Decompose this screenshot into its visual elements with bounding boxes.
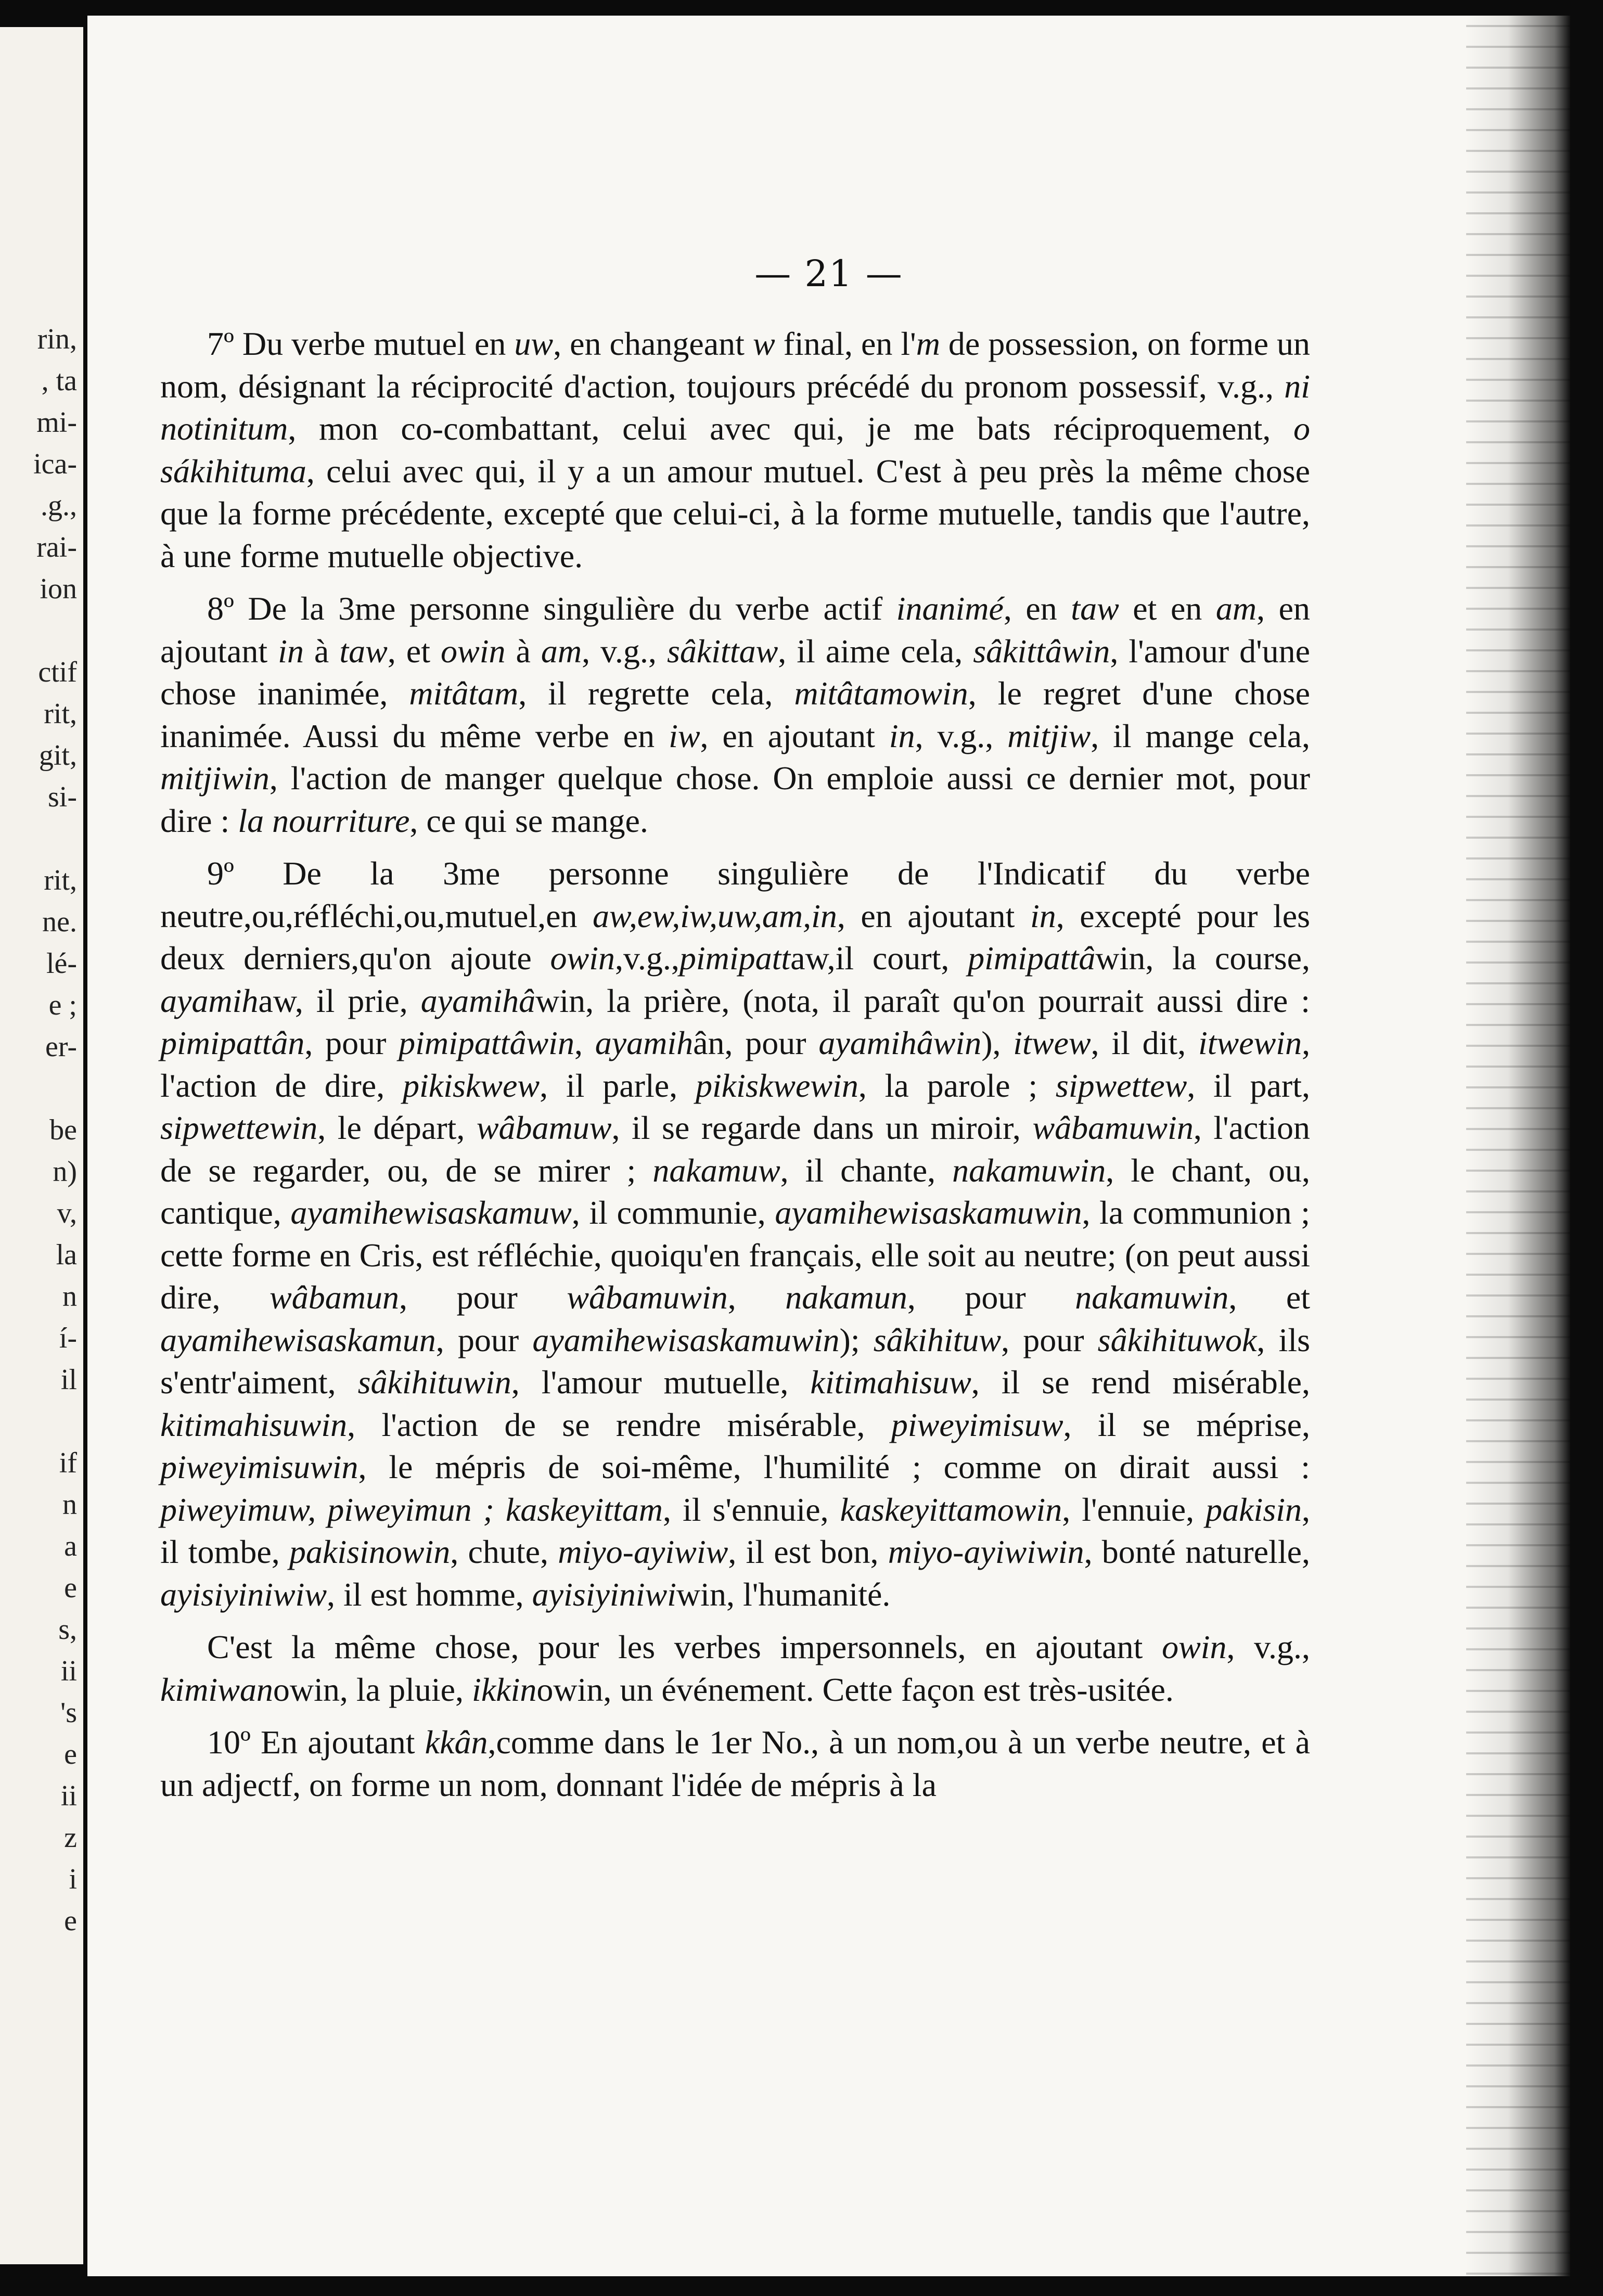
text-run: , le départ, xyxy=(317,1109,477,1146)
italic-term: uw xyxy=(514,325,554,362)
italic-term: o sákihituma xyxy=(160,410,1310,490)
italic-term: ayamih xyxy=(160,982,259,1019)
paragraph-8 xyxy=(160,587,1310,842)
italic-term: ayamihewisaskamuw xyxy=(290,1194,572,1231)
facing-page-line: rit, xyxy=(44,698,77,730)
text-run: owin, un événement. Cette façon est très-usitée. xyxy=(536,1671,1174,1708)
book-spine-shadow xyxy=(1466,16,1570,2276)
text-run: , ce qui se mange. xyxy=(409,802,648,839)
text-run: aw, il prie, xyxy=(258,982,421,1019)
italic-term: piweyimisuwin xyxy=(160,1448,358,1485)
text-run: , et xyxy=(387,632,441,670)
text-run: , l'ennuie, xyxy=(1062,1491,1206,1528)
text-run: , il aime cela, xyxy=(778,632,973,670)
italic-term: ayamihewisaskamun xyxy=(160,1321,436,1358)
text-run: , pour xyxy=(304,1024,399,1061)
text-run: à xyxy=(303,632,340,670)
text-run: , il communie, xyxy=(571,1194,775,1231)
italic-term: ikkin xyxy=(472,1671,537,1708)
facing-page-line: ii xyxy=(60,1780,77,1812)
italic-term: taw xyxy=(339,632,388,670)
italic-term: miyo-ayiwiwin xyxy=(888,1533,1084,1570)
facing-page-line: ne. xyxy=(42,906,77,938)
facing-page-line: il xyxy=(60,1364,77,1396)
text-run: ); xyxy=(839,1321,874,1358)
text-run: , ils s'entr'aiment, xyxy=(160,1321,1311,1401)
italic-term: in xyxy=(278,632,304,670)
text-run: , l'action de se regarder, ou, de se mirer ; xyxy=(160,1109,1311,1189)
paragraph-9 xyxy=(160,852,1310,1615)
italic-term: kitimahisuwin xyxy=(160,1406,348,1443)
italic-term: inanimé xyxy=(896,590,1004,627)
facing-page-line: i xyxy=(69,1863,77,1895)
italic-term: itwewin xyxy=(1198,1024,1302,1061)
text-run: , il s'ennuie, xyxy=(662,1491,840,1528)
text-run: , l'action de manger quelque chose. On emploie aussi ce dernier mot, pour dire : xyxy=(160,760,1310,839)
text-run: C'est la même chose, pour les verbes impersonnels, en ajoutant xyxy=(207,1628,1162,1665)
facing-page-line: v, xyxy=(57,1197,77,1229)
italic-term: in xyxy=(1030,897,1056,934)
italic-term: sâkihituwok xyxy=(1097,1321,1257,1358)
italic-term: ayamihâwin xyxy=(818,1024,982,1061)
text-run: win, l'humanité. xyxy=(676,1575,891,1613)
facing-page-fragment xyxy=(0,27,83,2264)
italic-term: pakisin xyxy=(1206,1491,1302,1528)
text-run: , il est homme, xyxy=(327,1575,532,1613)
italic-term: pimipatt xyxy=(679,940,791,977)
italic-term: la nourriture xyxy=(238,802,410,839)
text-run: owin, la pluie, xyxy=(273,1671,472,1708)
text-run: 10º En ajoutant xyxy=(207,1724,425,1761)
facing-page-line: a xyxy=(64,1530,77,1562)
text-run: , il se rend misérable, xyxy=(971,1364,1311,1401)
italic-term: iw xyxy=(669,717,700,754)
facing-page-line: e xyxy=(64,1572,77,1604)
facing-page-line: s, xyxy=(58,1613,77,1646)
italic-term: itwew xyxy=(1013,1024,1091,1061)
paragraph-10 xyxy=(160,1721,1310,1806)
book-page xyxy=(87,16,1570,2276)
text-run: , en ajoutant xyxy=(700,717,889,754)
text-run: , en ajoutant xyxy=(837,897,1030,934)
text-run: , l'action de se rendre misérable, xyxy=(347,1406,891,1443)
italic-term: ayisiyiniwiw xyxy=(160,1575,327,1613)
facing-page-line: ica- xyxy=(33,448,77,480)
italic-term: kitimahisuw xyxy=(810,1364,971,1401)
facing-page-line: 's xyxy=(60,1697,77,1729)
facing-page-line: la xyxy=(56,1239,77,1271)
text-run: , il part, xyxy=(1187,1067,1311,1104)
text-run: ), xyxy=(981,1024,1014,1061)
italic-term: pimipattân xyxy=(160,1024,305,1061)
text-run: , la communion ; cette forme en Cris, est réfléchie, quoiqu'en français, elle soit au neutre; (on peut aussi dire, xyxy=(160,1194,1311,1316)
italic-term: kaskeyittamowin xyxy=(840,1491,1062,1528)
facing-page-line: be xyxy=(49,1114,77,1146)
text-run: , excepté pour les deux derniers,qu'on ajoute xyxy=(160,897,1311,977)
facing-page-line: lé- xyxy=(46,947,77,980)
facing-page-line: e xyxy=(64,1905,77,1937)
italic-term: wâbamuwin xyxy=(1032,1109,1194,1146)
italic-term: ayisiyiniwi xyxy=(532,1575,676,1613)
text-run: , en ajoutant xyxy=(160,590,1311,670)
italic-term: pimipattâ xyxy=(968,940,1096,977)
italic-term: ni notinitum xyxy=(160,367,1310,447)
italic-term: nakamuwin xyxy=(1075,1279,1229,1316)
italic-term: mitjiw xyxy=(1007,717,1091,754)
italic-term: pimipattâwin xyxy=(399,1024,574,1061)
italic-term: nakamun xyxy=(785,1279,907,1316)
italic-term: mitjiwin xyxy=(160,760,270,797)
italic-term: taw xyxy=(1071,590,1119,627)
text-run: 8º De la 3me personne singulière du verbe actif xyxy=(207,590,896,627)
italic-term: kkân xyxy=(425,1724,488,1761)
italic-term: am xyxy=(1215,590,1257,627)
italic-term: mitâtamowin xyxy=(794,675,968,712)
text-run: , il mange cela, xyxy=(1091,717,1311,754)
italic-term: aw,ew,iw,uw,am,in xyxy=(592,897,837,934)
italic-term: w xyxy=(752,325,775,362)
italic-term: nakamuwin xyxy=(952,1151,1106,1189)
text-run: , celui avec qui, il y a un amour mutuel. C'est à peu près la même chose que la forme précédente, excepté que celui-ci, à la forme mutuelle, tandis que l'autre, à une forme mutuelle objective. xyxy=(160,452,1310,574)
text-run: , il chante, xyxy=(780,1151,953,1189)
text-run: , il dit, xyxy=(1091,1024,1198,1061)
text-run: , l'amour mutuelle, xyxy=(511,1364,811,1401)
italic-term: am xyxy=(541,632,582,670)
italic-term: ayamihâ xyxy=(420,982,536,1019)
text-run: final, en l' xyxy=(775,325,916,362)
text-run: , xyxy=(727,1279,786,1316)
italic-term: ayamih xyxy=(595,1024,694,1061)
text-run: ,v.g., xyxy=(614,940,679,977)
italic-term: ayamihewisaskamuwin xyxy=(775,1194,1082,1231)
facing-page-line: n) xyxy=(53,1156,77,1188)
text-run: ,comme dans le 1er No., à un nom,ou à un verbe neutre, et à un adjectf, on forme un nom, donnant l'idée de mépris à la xyxy=(160,1724,1311,1803)
italic-term: sâkittâwin xyxy=(973,632,1110,670)
text-run: , xyxy=(574,1024,595,1061)
text-run: à xyxy=(505,632,541,670)
paragraph-7 xyxy=(160,323,1310,577)
italic-term: sâkihituw xyxy=(873,1321,1002,1358)
text-run: , la parole ; xyxy=(858,1067,1056,1104)
facing-page-line: ii xyxy=(60,1655,77,1687)
text-run: , en xyxy=(1003,590,1071,627)
italic-term: sâkittaw xyxy=(666,632,778,670)
text-run: win, la course, xyxy=(1095,940,1310,977)
italic-term: nakamuw xyxy=(652,1151,780,1189)
page-number: — 21 — xyxy=(754,252,903,295)
text-run: et en xyxy=(1119,590,1216,627)
facing-page-line: if xyxy=(59,1447,77,1479)
text-run: , et xyxy=(1228,1279,1311,1316)
text-run: de possession, on forme un nom, désignant la réciprocité d'action, toujours précédé du pronom possessif, v.g., xyxy=(160,325,1311,405)
italic-term: pakisinowin xyxy=(289,1533,451,1570)
text-run: , v.g., xyxy=(582,632,667,670)
italic-term: miyo-ayiwiw xyxy=(558,1533,728,1570)
facing-page-line: ctif xyxy=(38,656,77,688)
text-run: , mon co-combattant, celui avec qui, je me bats réciproquement, xyxy=(288,410,1293,447)
facing-page-line: n xyxy=(62,1280,77,1313)
text-run: , il se méprise, xyxy=(1063,1406,1311,1443)
text-run: , le chant, ou, cantique, xyxy=(160,1151,1311,1231)
facing-page-line: git, xyxy=(39,739,77,772)
text-run: , il tombe, xyxy=(160,1491,1311,1570)
text-run: , il se regarde dans un miroir, xyxy=(611,1109,1033,1146)
text-run: , pour xyxy=(399,1279,567,1316)
italic-term: mitâtam xyxy=(409,675,519,712)
text-run: , le mépris de soi-même, l'humilité ; comme on dirait aussi : xyxy=(358,1448,1310,1485)
facing-page-line: mi- xyxy=(36,406,77,439)
text-run: , l'action de dire, xyxy=(160,1024,1311,1104)
facing-page-line: , ta xyxy=(41,365,77,397)
italic-term: owin xyxy=(550,940,615,977)
facing-page-line: e ; xyxy=(48,989,77,1021)
italic-term: ayamihewisaskamuwin xyxy=(532,1321,840,1358)
text-run: , pour xyxy=(907,1279,1075,1316)
body-text xyxy=(160,323,1310,1816)
italic-term: pikiskwew xyxy=(403,1067,540,1104)
text-run: , il est bon, xyxy=(728,1533,888,1570)
text-run: , bonté naturelle, xyxy=(1084,1533,1311,1570)
italic-term: wâbamuwin xyxy=(567,1279,728,1316)
facing-page-line: z xyxy=(64,1822,77,1854)
text-run: , chute, xyxy=(450,1533,558,1570)
italic-term: piweyimuw, piweyimun ; kaskeyittam xyxy=(160,1491,663,1528)
text-run: ân, pour xyxy=(693,1024,819,1061)
facing-page-line: rai- xyxy=(36,531,77,563)
text-run: , le regret d'une chose inanimée. Aussi du même verbe en xyxy=(160,675,1311,754)
italic-term: wâbamuw xyxy=(476,1109,612,1146)
text-run: , il parle, xyxy=(540,1067,696,1104)
italic-term: in xyxy=(889,717,915,754)
italic-term: pikiskwewin xyxy=(695,1067,858,1104)
facing-page-line: e xyxy=(64,1738,77,1771)
text-run: win, la prière, (nota, il paraît qu'on pourrait aussi dire : xyxy=(535,982,1311,1019)
text-run: , pour xyxy=(435,1321,533,1358)
text-run: , pour xyxy=(1001,1321,1098,1358)
text-run: aw,il court, xyxy=(790,940,968,977)
facing-page-line: si- xyxy=(48,781,77,813)
text-run: , l'amour d'une chose inanimée, xyxy=(160,632,1311,712)
facing-page-line: ion xyxy=(40,573,77,605)
italic-term: owin xyxy=(1162,1628,1227,1665)
text-run: 7º Du verbe mutuel en xyxy=(207,325,515,362)
paragraph-impersonnels xyxy=(160,1626,1310,1711)
italic-term: m xyxy=(916,325,940,362)
facing-page-line: .g., xyxy=(41,490,77,522)
facing-page-line: í- xyxy=(59,1322,77,1354)
text-run: , v.g., xyxy=(1226,1628,1311,1665)
italic-term: sâkihituwin xyxy=(357,1364,511,1401)
facing-page-line: er- xyxy=(45,1031,77,1063)
text-run: , v.g., xyxy=(915,717,1008,754)
facing-page-line: rit, xyxy=(44,864,77,896)
text-run: , en changeant xyxy=(553,325,753,362)
text-run: 9º De la 3me personne singulière de l'Indicatif du verbe neutre,ou,réfléchi,ou,mutuel,en xyxy=(160,855,1310,934)
italic-term: kimiwan xyxy=(160,1671,273,1708)
italic-term: wâbamun xyxy=(270,1279,399,1316)
italic-term: sipwettew xyxy=(1055,1067,1187,1104)
facing-page-line: rin, xyxy=(37,323,77,355)
italic-term: sipwettewin xyxy=(160,1109,318,1146)
italic-term: owin xyxy=(441,632,506,670)
text-run: , il regrette cela, xyxy=(518,675,794,712)
facing-page-line: n xyxy=(62,1489,77,1521)
italic-term: piweyimisuw xyxy=(891,1406,1063,1443)
